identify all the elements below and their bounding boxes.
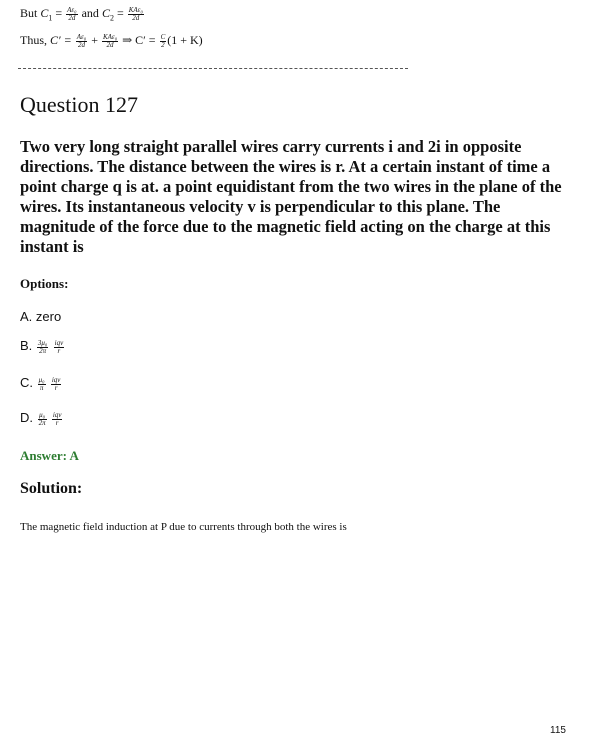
question-title: Question 127 (20, 92, 138, 117)
text-thus: Thus, (20, 33, 47, 47)
symbol-c1: C (40, 6, 49, 20)
plus-sign: + (91, 33, 98, 47)
option-c-fraction-2: $\frac{\text{iqv}}{r}$ (51, 375, 61, 392)
option-b[interactable] (20, 338, 65, 355)
solution-title: Solution: (20, 480, 83, 497)
formula-line-1 (20, 6, 145, 22)
option-d-fraction-1: $\frac{\text{μ₀}}{2\pi}$ (38, 410, 46, 427)
equals-sign: = (55, 6, 63, 20)
equals-sign: = (116, 6, 124, 20)
answer-label: Answer: A (20, 448, 79, 463)
option-a-letter: A. (20, 309, 33, 324)
text-and: and (81, 6, 99, 20)
fraction-c2: $\frac{\text{KAε₀}}{2d}$ (128, 5, 143, 22)
symbol-cprime: C′ = (50, 33, 72, 47)
formula-line-2 (20, 33, 203, 49)
option-a[interactable] (20, 309, 61, 324)
option-c[interactable] (20, 375, 62, 392)
option-c-fraction-1: $\frac{\text{μ₀}}{\pi}$ (38, 375, 45, 392)
options-label: Options: (20, 276, 69, 291)
question-text: Two very long straight parallel wires carry currents i and 2i in opposite directions. The distance between the wires is r. At a certain instant of time a point charge q is at. a point equidistant from the two wires in the plane of the wires. Its instantaneous velocity v is perpendicular to this plane. The magnitude of the force due to the magnetic field acting on the charge at this instant is (20, 137, 562, 256)
subscript-1: 1 (48, 13, 53, 23)
option-d-fraction-2: $\frac{\text{iqv}}{r}$ (52, 410, 62, 427)
option-b-fraction-2: $\frac{\text{iqv}}{r}$ (54, 338, 64, 355)
symbol-c2: C (101, 6, 110, 20)
text-one-plus-k: (1 + K) (167, 33, 203, 47)
subscript-2: 2 (109, 13, 114, 23)
option-b-fraction-1: $\frac{\text{3μ₀}}{2\pi}$ (37, 338, 48, 355)
text-but: But (20, 6, 38, 20)
fraction-term-1: $\frac{\text{Aε₀}}{2d}$ (76, 32, 87, 49)
option-c-letter: C. (20, 375, 33, 390)
option-a-text: zero (35, 309, 62, 324)
dashed-separator (18, 68, 408, 69)
page-number: 115 (550, 725, 566, 736)
option-b-letter: B. (20, 338, 33, 353)
fraction-c1: $\frac{\text{Aε₀}}{2d}$ (67, 5, 77, 22)
implies-expression: ⇒ C′ = (122, 33, 156, 47)
solution-text: The magnetic field induction at P due to currents through both the wires is (20, 521, 347, 533)
option-d-letter: D. (20, 410, 33, 425)
fraction-c-over-2: $\frac{C}{2}$ (160, 32, 166, 49)
fraction-term-2: $\frac{\text{KAε₀}}{2d}$ (102, 32, 118, 49)
option-d[interactable] (20, 410, 63, 427)
